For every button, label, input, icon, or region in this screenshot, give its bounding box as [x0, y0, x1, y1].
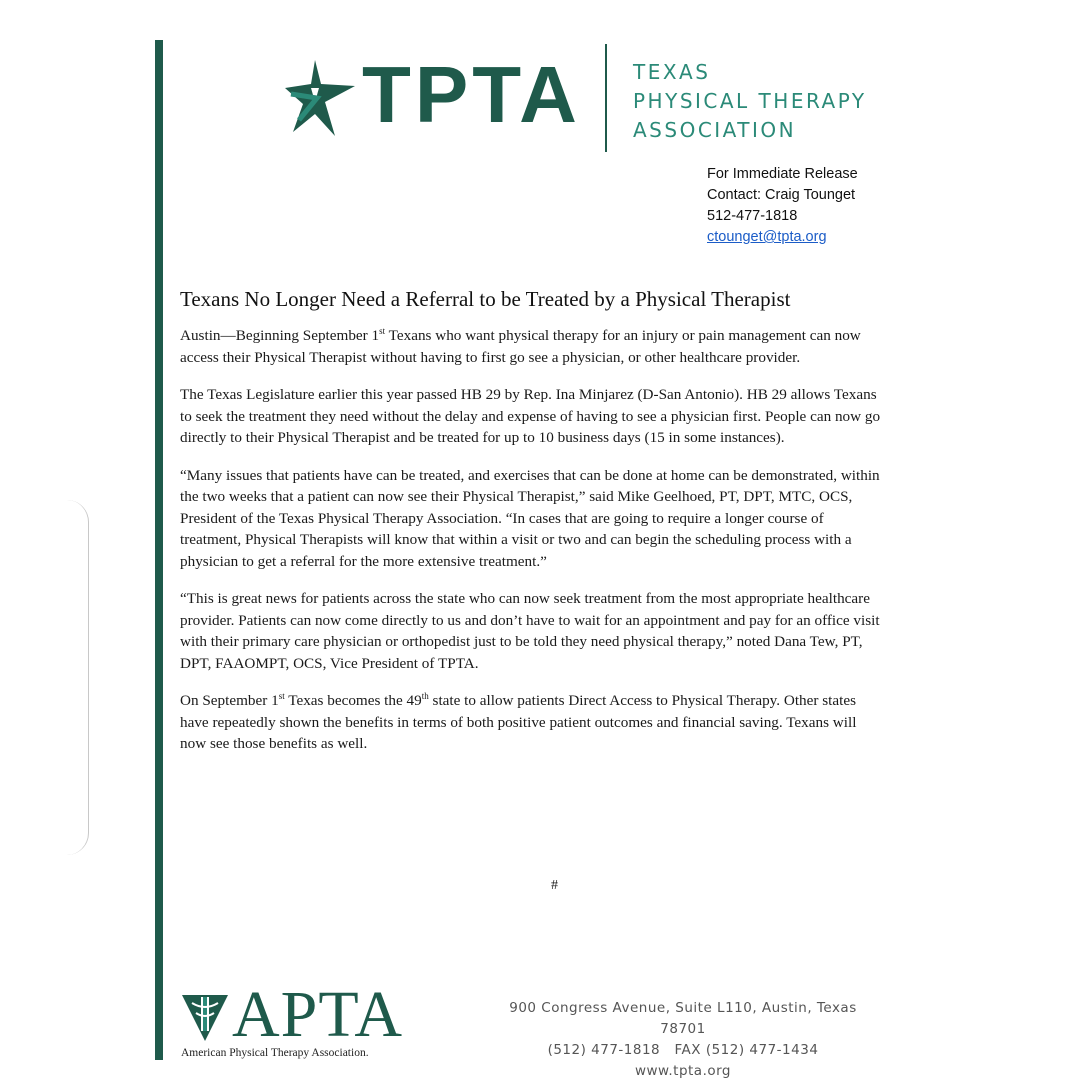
association-line-1: TEXAS	[633, 60, 711, 84]
article-headline: Texans No Longer Need a Referral to be Treated by a Physical Therapist	[180, 287, 791, 311]
paragraph-2: The Texas Legislature earlier this year passed HB 29 by Rep. Ina Minjarez (D-San Antonio). HB 29 allows Texans to seek the treatment they need without the delay and expense of having to see a physician first. People can now go directly to their Physical Therapist and be treated for up to 10 business days (15 in some instances).	[180, 386, 881, 446]
contact-email-link[interactable]: ctounget@tpta.org	[707, 229, 827, 245]
tpta-logo-text: TPTA	[362, 50, 581, 139]
end-mark: #	[551, 878, 558, 893]
article-body	[180, 325, 885, 771]
apta-emblem-icon	[180, 993, 230, 1043]
address-line: 900 Congress Avenue, Suite L110, Austin, Texas 78701	[509, 1000, 857, 1037]
paragraph-1: Austin—Beginning September 1st Texans who want physical therapy for an injury or pain management can now access their Physical Therapist without having to first go see a physician, or other healthcare provider.	[180, 325, 861, 366]
apta-subtitle: American Physical Therapy Association.	[181, 1047, 369, 1059]
association-name	[633, 58, 867, 145]
website-line: www.tpta.org	[634, 1063, 732, 1079]
contact-phone: 512-477-1818	[707, 208, 798, 224]
logo-divider	[605, 44, 607, 152]
association-line-2: PHYSICAL THERAPY	[633, 89, 867, 113]
paragraph-4: “This is great news for patients across the state who can now seek treatment from the most appropriate healthcare provider. Patients can now come directly to us and don’t have to wait for an appointment and pay for an office visit with their primary care physician or orthopedist just to be told they need physical therapy,” noted Dana Tew, PT, DPT, FAAOMPT, OCS, Vice President of TPTA.	[180, 590, 880, 672]
apta-logo-text: APTA	[232, 978, 404, 1051]
contact-name: Contact: Craig Tounget	[707, 187, 856, 203]
phone-line: (512) 477-1818 FAX (512) 477-1434	[547, 1042, 819, 1058]
release-label: For Immediate Release	[707, 166, 858, 182]
association-line-3: ASSOCIATION	[633, 118, 797, 142]
paragraph-3: “Many issues that patients have can be treated, and exercises that can be done at home can be demonstrated, within the two weeks that a patient can now see their Physical Therapist,” said Mike Geelhoed, PT, DPT, MTC, OCS, President of the Texas Physical Therapy Association. “In cases that are going to require a longer course of treatment, Physical Therapists will know that within a visit or two and can begin the scheduling process with a physician to get a referral for the more extensive treatment.”	[180, 466, 880, 570]
footer-address	[488, 998, 878, 1082]
tpta-star-icon	[285, 58, 357, 138]
paragraph-5: On September 1st Texas becomes the 49th state to allow patients Direct Access to Physical Therapy. Other states have repeatedly shown the benefits in terms of both positive patient outcomes and financial saving. Texans will now see those benefits as well.	[180, 690, 857, 752]
left-margin-rule	[155, 40, 163, 1060]
page-side-bracket	[60, 500, 89, 855]
release-info	[707, 164, 858, 248]
